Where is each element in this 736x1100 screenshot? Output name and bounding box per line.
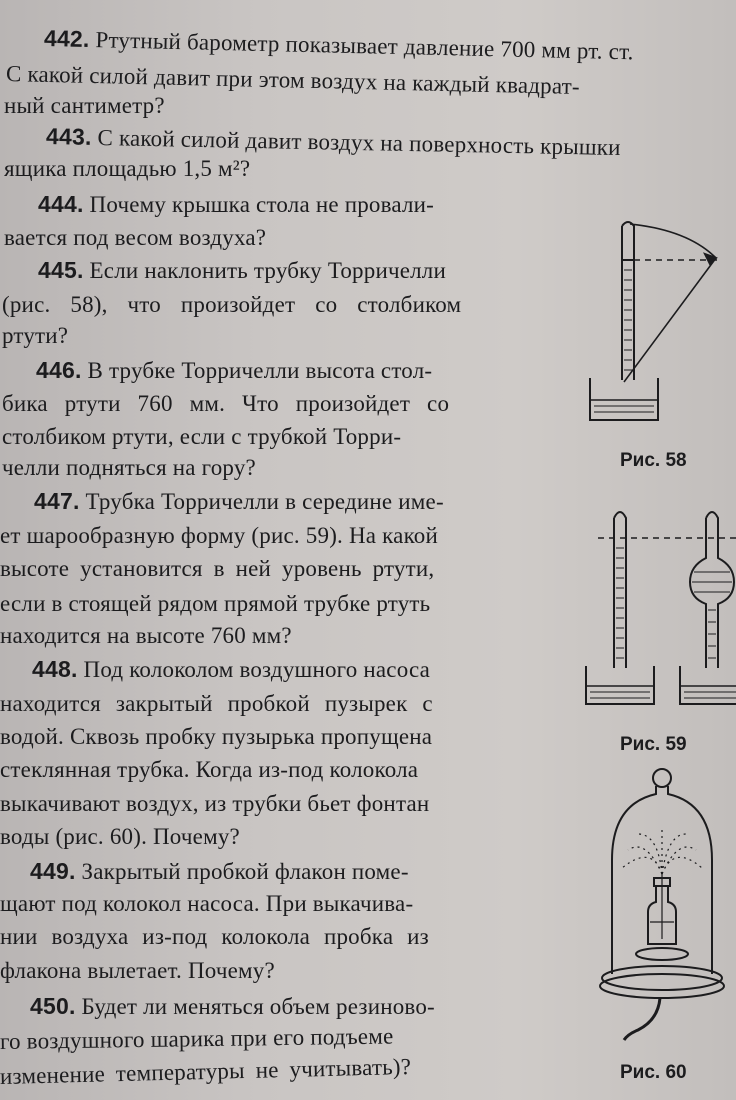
problem-442-line-3: ный сантиметр? [4, 93, 165, 118]
problem-445-line-3: ртути? [2, 323, 69, 348]
problem-number: 447. [34, 488, 80, 514]
problem-448-line-1: 448. Под колоколом воздушного насоса [32, 656, 431, 682]
problem-446-line-3: столбиком ртути, если с трубкой Торри- [2, 424, 402, 449]
problem-449-line-3: нии воздуха из-под колокола пробка из [0, 924, 429, 949]
figure-60-bell-jar-fountain [598, 764, 728, 1064]
problem-450-line-3: изменение температуры не учитывать)? [0, 1053, 412, 1089]
problem-444-line-2: вается под весом воздуха? [4, 225, 267, 250]
problem-446-line-1: 446. В трубке Торричелли высота стол- [36, 357, 433, 383]
problem-445-line-2: (рис. 58), что произойдет со столбиком [2, 292, 462, 317]
problem-number: 442. [43, 25, 90, 53]
problem-447-line-1: 447. Трубка Торричелли в середине име- [34, 488, 444, 514]
problem-number: 443. [45, 123, 92, 150]
problem-448-line-4: стеклянная трубка. Когда из-под колокола [0, 757, 419, 782]
problem-443-line-2: ящика площадью 1,5 м²? [4, 156, 251, 181]
problem-number: 444. [38, 191, 84, 217]
problem-449-line-1: 449. Закрытый пробкой флакон поме- [30, 858, 409, 884]
problem-448-line-5: выкачивают воздух, из трубки бьет фонтан [0, 791, 430, 816]
problem-445-line-1: 445. Если наклонить трубку Торричелли [38, 257, 446, 283]
problem-450-line-1: 450. Будет ли меняться объем резиново- [30, 993, 435, 1019]
problem-447-line-3: высоте установится в ней уровень ртути, [0, 556, 435, 581]
problem-447-line-5: находится на высоте 760 мм? [0, 623, 292, 648]
problem-443-line-1: 443. С какой силой давит воздух на поверхность крышки [45, 123, 621, 161]
problem-number: 449. [30, 858, 76, 884]
problem-447-line-2: ет шарообразную форму (рис. 59). На какой [0, 523, 438, 548]
problem-number: 446. [36, 357, 82, 383]
figure-60-caption: Рис. 60 [620, 1062, 687, 1083]
problem-448-line-3: водой. Сквозь пробку пузырька пропущена [0, 724, 433, 749]
problem-450-line-2: го воздушного шарика при его подъеме [0, 1023, 394, 1054]
figure-59-torricelli-ball [578, 500, 736, 720]
figure-58-torricelli-tilted [578, 210, 728, 440]
problem-number: 448. [32, 656, 78, 682]
problem-446-line-4: челли подняться на гору? [2, 455, 256, 480]
problem-447-line-4: если в стоящей рядом прямой трубке ртуть [0, 591, 431, 616]
problem-number: 450. [30, 993, 76, 1019]
problem-449-line-2: щают под колокол насоса. При выкачива- [0, 891, 414, 916]
problem-442-line-2: С какой силой давит при этом воздух на каждый квадрат- [5, 61, 581, 100]
problem-number: 445. [38, 257, 84, 283]
problem-446-line-2: бика ртути 760 мм. Что произойдет со [2, 391, 450, 416]
problem-444-line-1: 444. Почему крышка стола не провали- [38, 191, 435, 217]
figure-58-caption: Рис. 58 [620, 450, 687, 471]
problem-442-line-1: 442. Ртутный барометр показывает давление 700 мм рт. ст. [43, 25, 634, 65]
problem-448-line-6: воды (рис. 60). Почему? [0, 824, 240, 849]
figure-59-caption: Рис. 59 [620, 734, 687, 755]
problem-449-line-4: флакона вылетает. Почему? [0, 958, 275, 983]
problem-448-line-2: находится закрытый пробкой пузырек с [0, 691, 433, 716]
